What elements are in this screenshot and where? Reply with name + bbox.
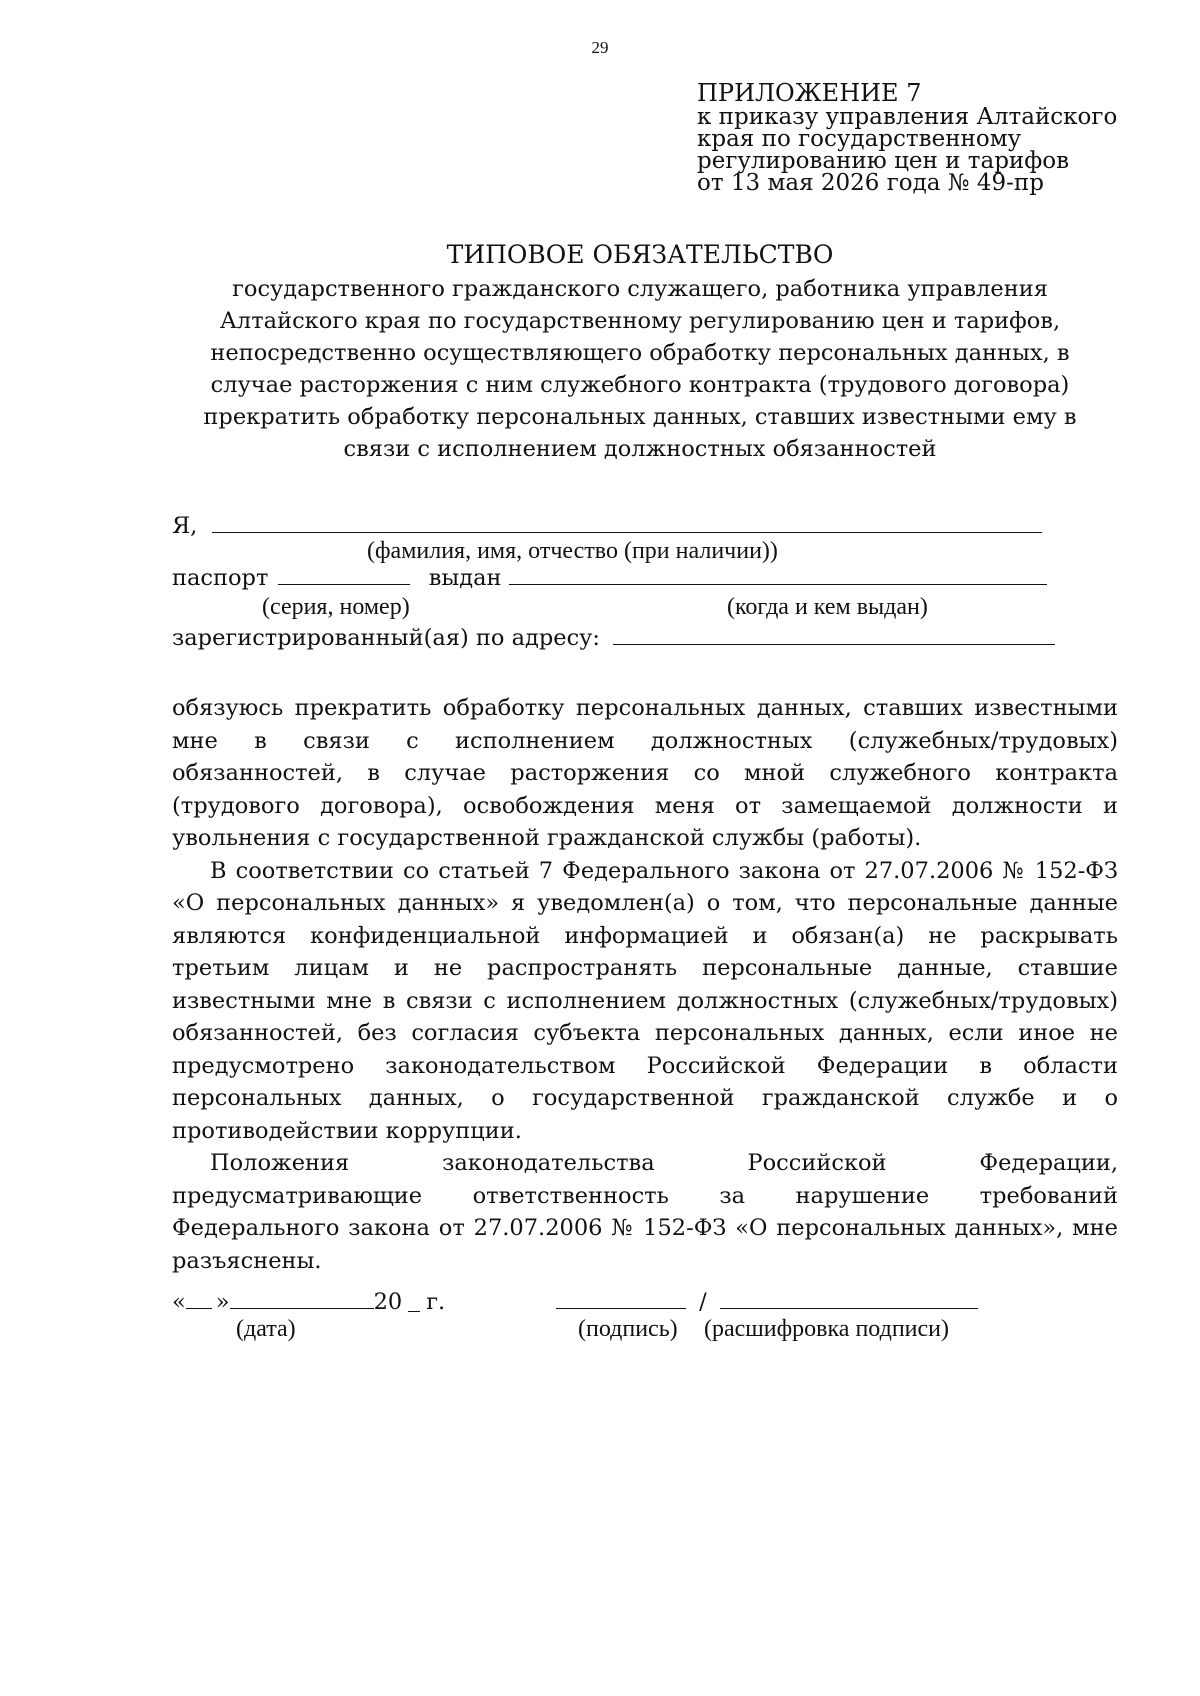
name-field[interactable] — [212, 510, 1042, 533]
passport-series-field[interactable] — [278, 562, 410, 585]
address-row — [172, 622, 1055, 651]
address-label: зарегистрированный(ая) по адресу: — [172, 625, 600, 651]
signature-row — [556, 1286, 978, 1315]
paragraph-notification: В соответствии со статьей 7 Федерального закона от 27.07.2006 № 152-ФЗ «О персональных данных» я уведомлен(а) о том, что персональные данные являются конфиденциальной информацией и обязан(а) не раскрывать третьим лицам и не распространять персональные данные, ставшие известными мне в связи с исполнением должностных (служебных/трудовых) обязанностей, без согласия субъекта персональных данных, если иное не предусмотрено законодательством Российской Федерации в области персональных данных, о государственной гражданской службе и о противодействии коррупции. — [172, 857, 1118, 1144]
document-subtitle — [170, 273, 1110, 465]
subtitle-line: случае расторжения с ним служебного контракта (трудового договора) — [210, 372, 1070, 398]
name-hint: (фамилия, имя, отчество (при наличии)) — [367, 538, 778, 564]
appendix-block — [697, 80, 1177, 194]
subtitle-line: непосредственно осуществляющего обработку персональных данных, в — [210, 340, 1070, 366]
date-row — [172, 1286, 445, 1315]
address-field[interactable] — [613, 622, 1055, 645]
appendix-title: ПРИЛОЖЕНИЕ 7 — [697, 79, 922, 107]
year-prefix: 20 — [373, 1289, 403, 1315]
subtitle-line: связи с исполнением должностных обязанностей — [343, 436, 937, 462]
passport-label: паспорт — [172, 565, 269, 591]
issued-hint: (когда и кем выдан) — [727, 594, 928, 620]
appendix-line: от 13 мая 2026 года № 49-пр — [697, 170, 1044, 196]
series-hint: (серия, номер) — [262, 594, 410, 620]
day-field[interactable] — [186, 1286, 212, 1309]
commitment-text — [172, 692, 1118, 1277]
signature-hint: (подпись) — [578, 1316, 678, 1342]
subtitle-line: прекратить обработку персональных данных, ставших известными ему в — [203, 404, 1077, 430]
subtitle-line: государственного гражданского служащего, работника управления — [232, 276, 1048, 302]
quote-close: » — [215, 1289, 230, 1315]
passport-issued-field[interactable] — [509, 562, 1047, 585]
document-title: ТИПОВОЕ ОБЯЗАТЕЛЬСТВО — [446, 240, 834, 269]
date-hint: (дата) — [236, 1316, 296, 1342]
paragraph-explained-rest: предусматривающие ответственность за нарушение требований Федерального закона от 27.07.2006 № 152-ФЗ «О персональных данных», мне разъяснены. — [172, 1182, 1118, 1274]
paragraph-obligation: обязуюсь прекратить обработку персональных данных, ставших известными мне в связи с исполнением должностных (служебных/трудовых) обязанностей, в случае расторжения со мной служебного контракта (трудового договора), освобождения меня от замещаемой должности и увольнения с государственной гражданской службы (работы). — [172, 695, 1118, 851]
subtitle-line: Алтайского края по государственному регулированию цен и тарифов, — [219, 308, 1061, 334]
paragraph-explained-line1: Положения законодательства Российской Федерации, — [210, 1150, 1118, 1176]
issued-label: выдан — [428, 565, 502, 591]
name-prefix: Я, — [172, 513, 198, 539]
appendix-line: регулированию цен и тарифов — [697, 148, 1070, 174]
quote-open: « — [172, 1289, 186, 1315]
decoding-hint: (расшифровка подписи) — [704, 1316, 949, 1342]
signature-field[interactable] — [556, 1286, 686, 1309]
slash: / — [699, 1289, 707, 1315]
appendix-line: края по государственному — [697, 126, 1022, 152]
passport-row — [172, 562, 1047, 591]
appendix-line: к приказу управления Алтайского — [697, 104, 1118, 130]
year-suffix: г. — [426, 1289, 446, 1315]
signature-decoding-field[interactable] — [720, 1286, 978, 1309]
page-number: 29 — [591, 38, 609, 57]
name-row — [172, 510, 1042, 539]
year-field[interactable] — [408, 1289, 420, 1312]
month-field[interactable] — [230, 1286, 374, 1309]
